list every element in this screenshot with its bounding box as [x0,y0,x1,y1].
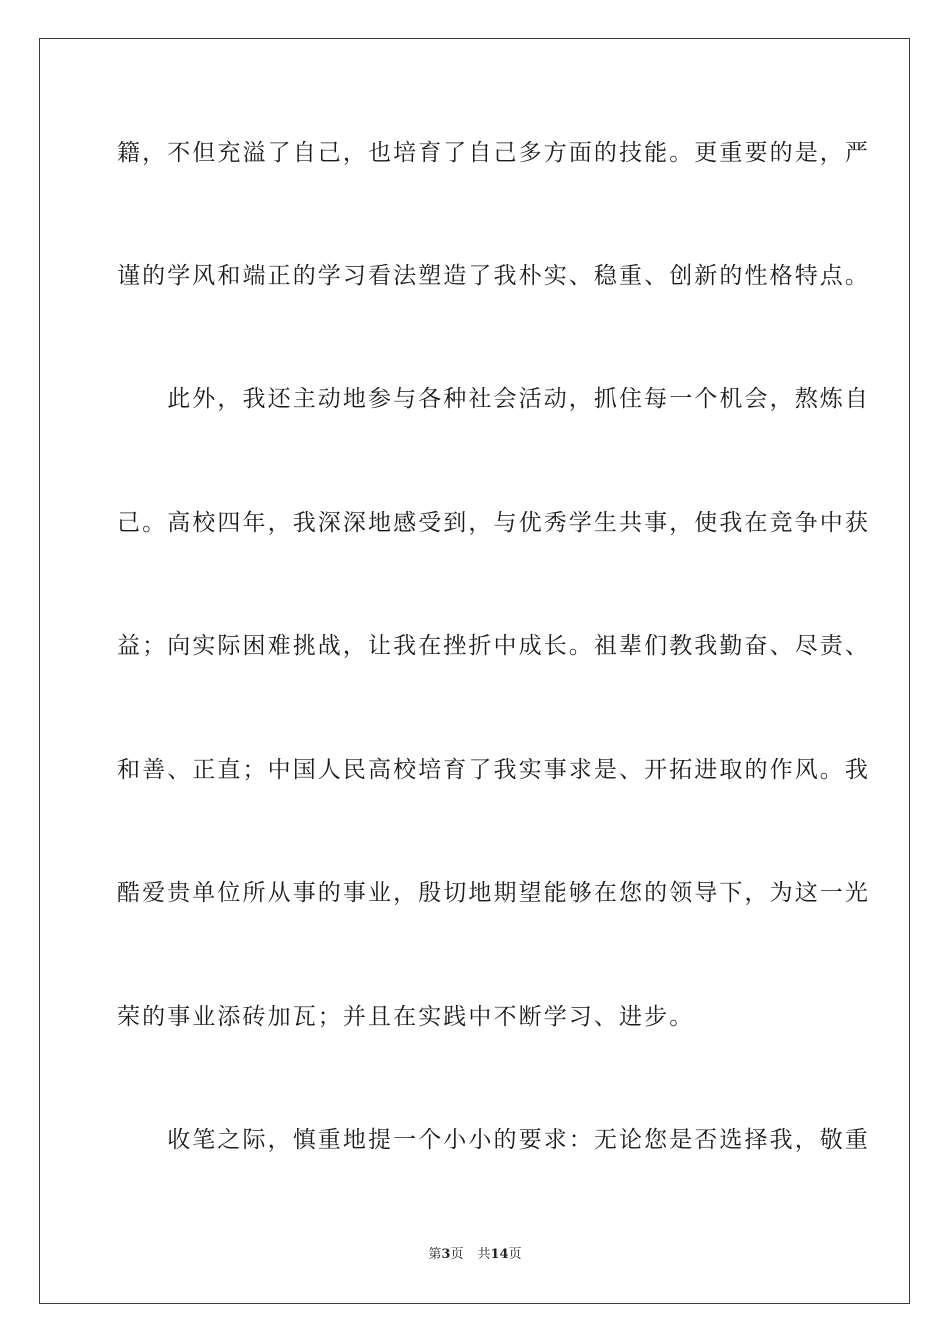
text-line-5: 益；向实际困难挑战，让我在挫折中成长。祖辈们教我勤奋、尽责、 [117,633,870,659]
page-number: 3 [441,1247,451,1262]
text-line-8: 荣的事业添砖加瓦；并且在实践中不断学习、进步。 [117,1004,695,1030]
total-suffix: 页 [508,1247,522,1262]
text-line-3: 此外，我还主动地参与各种社会活动，抓住每一个机会，熬炼自 [117,386,870,412]
text-line-2: 谨的学风和端正的学习看法塑造了我朴实、稳重、创新的性格特点。 [117,263,870,289]
text-line-1: 籍，不但充溢了自己，也培育了自己多方面的技能。更重要的是，严 [117,140,870,166]
total-prefix: 共 [477,1247,491,1262]
total-pages: 14 [490,1247,509,1262]
page-suffix: 页 [450,1247,464,1262]
page-prefix: 第 [428,1247,442,1262]
text-line-4: 己。高校四年，我深深地感受到，与优秀学生共事，使我在竞争中获 [117,510,870,536]
text-line-7: 酷爱贵单位所从事的事业，殷切地期望能够在您的领导下，为这一光 [117,880,870,906]
text-line-6: 和善、正直；中国人民高校培育了我实事求是、开拓进取的作风。我 [117,757,870,783]
text-line-9: 收笔之际，慎重地提一个小小的要求：无论您是否选择我，敬重 [117,1127,870,1153]
page-footer [0,1246,950,1264]
page-border [39,38,910,1304]
